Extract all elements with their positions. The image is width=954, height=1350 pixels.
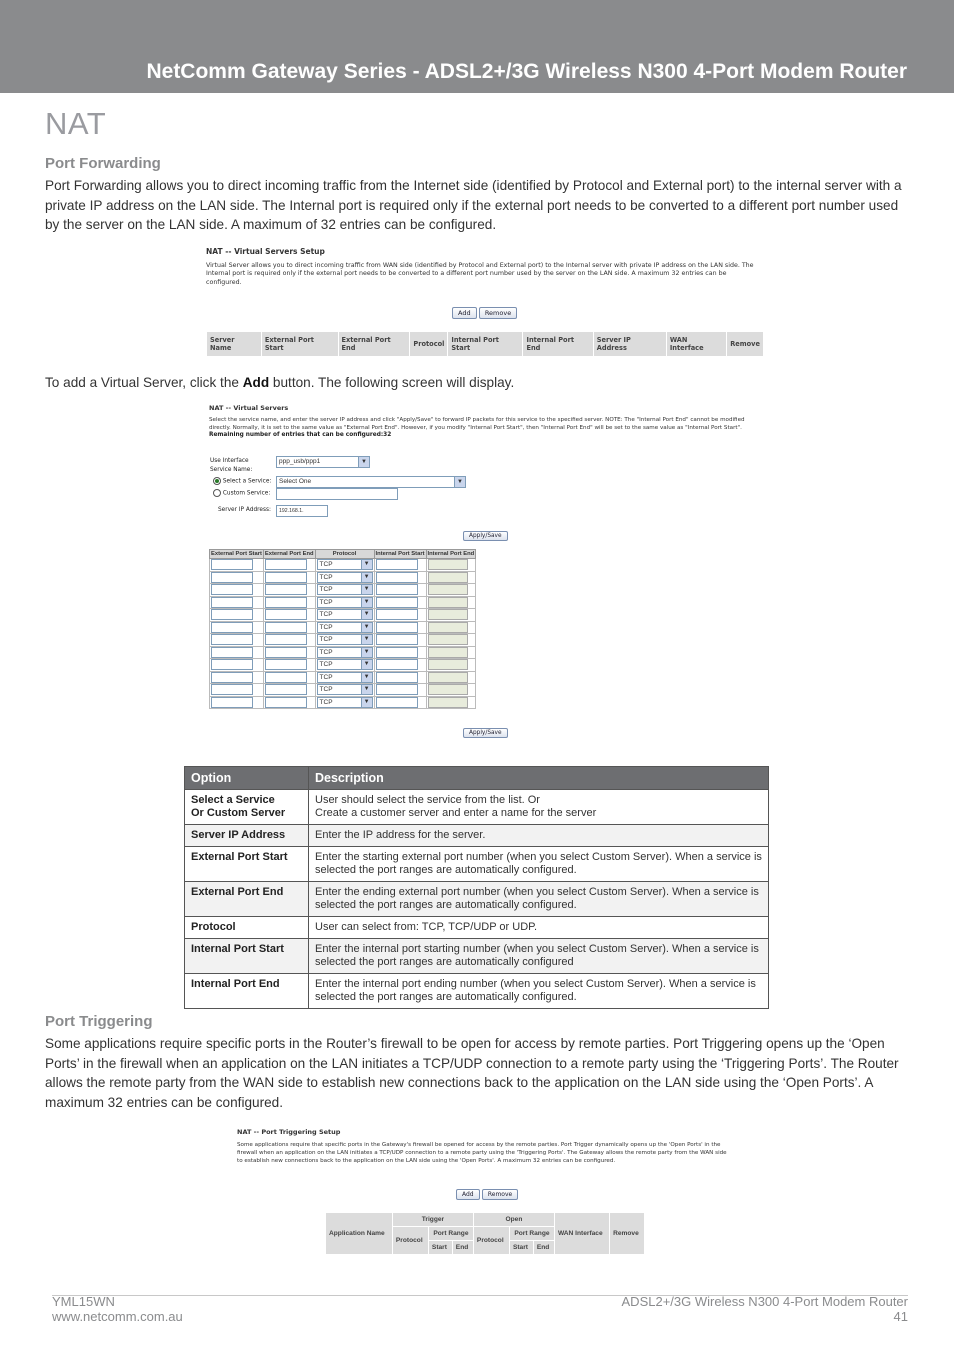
- external-port-end-input[interactable]: [265, 572, 307, 583]
- option-cell: Select a Service Or Custom Server: [185, 790, 309, 825]
- option-cell: Internal Port Start: [185, 939, 309, 974]
- add-intro: [45, 373, 907, 393]
- table-row: [210, 584, 476, 597]
- col-internal-port-start: Internal Port Start: [448, 332, 523, 357]
- pt-remove-button[interactable]: Remove: [482, 1189, 518, 1200]
- option-cell: Internal Port End: [185, 974, 309, 1009]
- chevron-down-icon: ▼: [361, 610, 372, 619]
- external-port-end-input[interactable]: [265, 647, 307, 658]
- internal-port-end-input: [428, 584, 468, 595]
- description-cell: Enter the starting external port number (when you select Custom Server). When a service is selected the port ranges are automatically configured.: [309, 847, 769, 882]
- protocol-value: TCP: [319, 573, 333, 581]
- int-start-cell: [374, 684, 426, 697]
- select-service-label: Select a Service:: [222, 478, 272, 485]
- protocol-cell: [315, 684, 374, 697]
- int-end-cell: [426, 621, 476, 634]
- chevron-down-icon: ▼: [361, 560, 372, 569]
- option-cell: External Port End: [185, 882, 309, 917]
- ext-start-cell: [210, 696, 264, 709]
- select-service-row: [213, 477, 271, 485]
- description-cell: User can select from: TCP, TCP/UDP or UDP.: [309, 917, 769, 939]
- protocol-value: TCP: [319, 586, 333, 594]
- custom-service-input[interactable]: [276, 488, 398, 500]
- pt-add-button[interactable]: Add: [456, 1189, 480, 1200]
- int-end-cell: [426, 571, 476, 584]
- protocol-value: TCP: [319, 686, 333, 694]
- external-port-start-input[interactable]: [211, 697, 253, 708]
- ext-end-cell: [263, 646, 315, 659]
- int-end-cell: [426, 696, 476, 709]
- server-ip-label: Server IP Address:: [218, 507, 271, 513]
- protocol-select[interactable]: [317, 559, 373, 570]
- int-start-cell: [374, 609, 426, 622]
- protocol-cell: [315, 584, 374, 597]
- chevron-down-icon: ▼: [361, 585, 372, 594]
- table-row: [210, 596, 476, 609]
- service-name-label: Service Name:: [210, 467, 253, 473]
- protocol-cell: [315, 571, 374, 584]
- external-port-start-input[interactable]: [211, 609, 253, 620]
- internal-port-end-input: [428, 634, 468, 645]
- ext-start-cell: [210, 634, 264, 647]
- external-port-start-input[interactable]: [211, 572, 253, 583]
- table-row: [210, 696, 476, 709]
- external-port-start-input[interactable]: [211, 672, 253, 683]
- external-port-start-input[interactable]: [211, 584, 253, 595]
- col-remove: Remove: [727, 332, 764, 357]
- ext-end-cell: [263, 671, 315, 684]
- table-row: [185, 882, 769, 917]
- internal-port-start-input[interactable]: [376, 672, 418, 683]
- protocol-select[interactable]: [317, 584, 373, 595]
- col-internal-port-end: Internal Port End: [427, 551, 475, 557]
- chevron-down-icon: ▼: [361, 573, 372, 582]
- table-row: [185, 939, 769, 974]
- external-port-start-input[interactable]: [211, 559, 253, 570]
- options-header-description: Description: [309, 767, 769, 790]
- protocol-select[interactable]: [317, 634, 373, 645]
- col-server-ip: Server IP Address: [593, 332, 666, 357]
- ext-end-cell: [263, 621, 315, 634]
- internal-port-end-input: [428, 597, 468, 608]
- protocol-value: TCP: [319, 561, 333, 569]
- ext-start-cell: [210, 609, 264, 622]
- int-end-cell: [426, 646, 476, 659]
- protocol-cell: [315, 609, 374, 622]
- port-triggering-body: Some applications require specific ports in the Router’s firewall to be open for access by remote parties. Port Triggering opens up the ‘Open Ports’ in the firewall when an application on the LAN initiates a TCP/UDP connection to a remote party using the ‘Triggering Ports’. The Router allows the remote party from the WAN side to establish new connections back to the application on the LAN side using the ‘Open Ports’. A maximum 32 entries can be configured.: [45, 1036, 899, 1110]
- protocol-value: TCP: [319, 673, 333, 681]
- protocol-cell: [315, 559, 374, 572]
- col-external-port-start: External Port Start: [211, 551, 262, 557]
- pt-setup-desc: Some applications require that specific ports in the Gateway's firewall be opened for access by the remote parties. Port Trigger dynamically opens up the 'Open Ports' in the firewall when an application on the LAN initiates a TCP/UDP connection to a remote party using the 'Triggering Ports'. The Gateway allows the remote party from the WAN side to establish new connections back to the application on the LAN side using the 'Open Ports'. A maximum 32 entries can be configured.: [237, 1142, 727, 1164]
- option-cell: External Port Start: [185, 847, 309, 882]
- internal-port-start-input[interactable]: [376, 572, 418, 583]
- pt-setup-table: [325, 1212, 645, 1255]
- custom-service-radio[interactable]: [213, 489, 221, 497]
- description-cell: Enter the internal port ending number (when you select Custom Server). When a service is selected the port ranges are automatically configured.: [309, 974, 769, 1009]
- use-interface-select[interactable]: [276, 456, 370, 468]
- chevron-down-icon: ▼: [361, 698, 372, 707]
- option-cell: Server IP Address: [185, 825, 309, 847]
- int-end-cell: [426, 596, 476, 609]
- page-title: NAT: [45, 106, 107, 141]
- col-internal-port-end: Internal Port End: [523, 332, 593, 357]
- port-triggering-title: Port Triggering: [45, 1013, 153, 1030]
- ext-start-cell: [210, 646, 264, 659]
- external-port-end-input[interactable]: [265, 684, 307, 695]
- options-table: [184, 766, 769, 1009]
- footer-product: ADSL2+/3G Wireless N300 4-Port Modem Router: [621, 1294, 908, 1309]
- protocol-cell: [315, 621, 374, 634]
- options-header-option: Option: [185, 767, 309, 790]
- protocol-select[interactable]: [317, 597, 373, 608]
- col-wan-interface: WAN Interface: [554, 1213, 609, 1255]
- internal-port-end-input: [428, 622, 468, 633]
- option-cell: Protocol: [185, 917, 309, 939]
- table-row: [210, 621, 476, 634]
- col-protocol: Protocol: [315, 550, 374, 559]
- chevron-down-icon: ▼: [361, 648, 372, 657]
- description-cell: Enter the IP address for the server.: [309, 825, 769, 847]
- vs-setup-table: [206, 331, 764, 357]
- protocol-value: TCP: [319, 611, 333, 619]
- chevron-down-icon: ▼: [361, 685, 372, 694]
- internal-port-start-input[interactable]: [376, 697, 418, 708]
- internal-port-start-input[interactable]: [376, 609, 418, 620]
- internal-port-start-input[interactable]: [376, 622, 418, 633]
- table-row: [210, 659, 476, 672]
- col-application-name: Application Name: [326, 1213, 393, 1255]
- add-intro-text: To add a Virtual Server, click the: [45, 375, 243, 390]
- vs-form-port-table: [209, 549, 476, 709]
- apply-save-top: [463, 531, 508, 541]
- vs-setup-buttons: [452, 307, 517, 319]
- select-service-dropdown[interactable]: [276, 476, 466, 488]
- table-row: [210, 609, 476, 622]
- col-trigger: Trigger: [392, 1213, 473, 1227]
- col-open-port-range: Port Range: [509, 1227, 554, 1241]
- ext-end-cell: [263, 684, 315, 697]
- int-start-cell: [374, 571, 426, 584]
- protocol-value: TCP: [319, 636, 333, 644]
- chevron-down-icon: ▼: [361, 635, 372, 644]
- ext-start-cell: [210, 596, 264, 609]
- protocol-select[interactable]: [317, 609, 373, 620]
- protocol-value: TCP: [319, 623, 333, 631]
- ext-start-cell: [210, 584, 264, 597]
- add-button[interactable]: Add: [452, 307, 477, 319]
- protocol-cell: [315, 646, 374, 659]
- add-intro-bold: Add: [242, 375, 270, 390]
- table-row: [185, 917, 769, 939]
- protocol-cell: [315, 596, 374, 609]
- internal-port-start-input[interactable]: [376, 659, 418, 670]
- int-start-cell: [374, 671, 426, 684]
- int-start-cell: [374, 621, 426, 634]
- protocol-value: TCP: [319, 698, 333, 706]
- ext-end-cell: [263, 609, 315, 622]
- external-port-end-input[interactable]: [265, 622, 307, 633]
- int-start-cell: [374, 634, 426, 647]
- table-row: [185, 790, 769, 825]
- col-protocol: Protocol: [410, 332, 448, 357]
- protocol-select[interactable]: [317, 672, 373, 683]
- footer-model: YML15WN: [52, 1294, 115, 1309]
- ext-end-cell: [263, 559, 315, 572]
- chevron-down-icon: ▼: [361, 623, 372, 632]
- select-service-radio[interactable]: [213, 477, 221, 485]
- pt-setup-title: NAT -- Port Triggering Setup: [237, 1128, 341, 1136]
- description-cell: Enter the ending external port number (when you select Custom Server). When a service is selected the port ranges are automatically configured.: [309, 882, 769, 917]
- virtual-servers-setup-screenshot: [206, 247, 766, 352]
- footer-url: www.netcomm.com.au: [52, 1309, 183, 1324]
- ext-end-cell: [263, 584, 315, 597]
- col-trigger-protocol: Protocol: [392, 1227, 428, 1255]
- table-row: [185, 974, 769, 1009]
- header-title: NetComm Gateway Series - ADSL2+/3G Wireless N300 4-Port Modem Router: [146, 60, 907, 83]
- internal-port-end-input: [428, 659, 468, 670]
- int-end-cell: [426, 584, 476, 597]
- ext-start-cell: [210, 684, 264, 697]
- chevron-down-icon: ▼: [361, 598, 372, 607]
- col-external-port-end: External Port End: [338, 332, 410, 357]
- protocol-cell: [315, 659, 374, 672]
- int-start-cell: [374, 596, 426, 609]
- col-open: Open: [473, 1213, 554, 1227]
- port-forwarding-title: Port Forwarding: [45, 155, 161, 172]
- internal-port-end-input: [428, 672, 468, 683]
- table-row: [185, 825, 769, 847]
- table-row: [210, 559, 476, 572]
- internal-port-start-input[interactable]: [376, 597, 418, 608]
- external-port-start-input[interactable]: [211, 597, 253, 608]
- apply-save-button[interactable]: Apply/Save: [463, 728, 508, 738]
- remove-button[interactable]: Remove: [479, 307, 517, 319]
- page-header: [0, 0, 954, 93]
- custom-service-label: Custom Service:: [222, 490, 271, 497]
- table-row: [210, 634, 476, 647]
- int-end-cell: [426, 659, 476, 672]
- vs-form-remaining: Remaining number of entries that can be configured:32: [209, 432, 392, 438]
- protocol-value: TCP: [319, 598, 333, 606]
- external-port-start-input[interactable]: [211, 659, 253, 670]
- int-end-cell: [426, 684, 476, 697]
- col-trigger-start: Start: [428, 1241, 452, 1255]
- int-start-cell: [374, 696, 426, 709]
- external-port-end-input[interactable]: [265, 659, 307, 670]
- protocol-select[interactable]: [317, 622, 373, 633]
- internal-port-start-input[interactable]: [376, 559, 418, 570]
- external-port-end-input[interactable]: [265, 697, 307, 708]
- internal-port-end-input: [428, 684, 468, 695]
- apply-save-bottom: [463, 728, 508, 738]
- internal-port-end-input: [428, 697, 468, 708]
- col-open-protocol: Protocol: [473, 1227, 509, 1255]
- port-triggering-setup-screenshot: [237, 1128, 737, 1198]
- ext-start-cell: [210, 621, 264, 634]
- ext-end-cell: [263, 659, 315, 672]
- ext-start-cell: [210, 659, 264, 672]
- vs-form-title: NAT -- Virtual Servers: [209, 404, 289, 412]
- external-port-end-input[interactable]: [265, 672, 307, 683]
- chevron-down-icon: ▼: [361, 660, 372, 669]
- protocol-select[interactable]: [317, 684, 373, 695]
- int-end-cell: [426, 634, 476, 647]
- port-forwarding-body: Port Forwarding allows you to direct incoming traffic from the Internet side (identified by Protocol and External port) to the internal server with a private IP address on the LAN side. The Internal port is required only if the external port needs to be converted to a different port number used by the server on the LAN side. A maximum of 32 entries can be configured.: [45, 178, 902, 232]
- ext-end-cell: [263, 696, 315, 709]
- int-start-cell: [374, 559, 426, 572]
- select-service-value: Select One: [279, 478, 312, 485]
- external-port-start-input[interactable]: [211, 622, 253, 633]
- virtual-servers-form-screenshot: [209, 404, 757, 438]
- table-row: [210, 571, 476, 584]
- table-row: [210, 671, 476, 684]
- server-ip-input[interactable]: 192.168.1.: [276, 505, 328, 517]
- internal-port-start-input[interactable]: [376, 647, 418, 658]
- description-cell: Enter the internal port starting number (when you select Custom Server). When a service is selected the port ranges are automatically configured: [309, 939, 769, 974]
- vs-setup-desc: Virtual Server allows you to direct incoming traffic from WAN side (identified by Protocol and External port) to the Internal server with private IP address on the LAN side. The Internal port is required only if the external port needs to be converted to a different port number used by the server on the LAN side. A maximum 32 entries can be configured.: [206, 262, 754, 286]
- col-trigger-port-range: Port Range: [428, 1227, 473, 1241]
- protocol-select[interactable]: [317, 647, 373, 658]
- table-row: [210, 646, 476, 659]
- vs-form-desc: Select the service name, and enter the server IP address and click "Apply/Save" to forward IP packets for this service to the specified server. NOTE: The "Internal Port End" cannot be modified directly. Normally, it is set to the same value as "External Port End". However, if you modify "Internal Port Start", then "Internal Port End" will be set to the same value as "Internal Port Start".: [209, 417, 745, 431]
- apply-save-button[interactable]: Apply/Save: [463, 531, 508, 541]
- external-port-start-input[interactable]: [211, 684, 253, 695]
- custom-service-row: [213, 489, 270, 497]
- col-open-end: End: [533, 1241, 554, 1255]
- col-server-name: Server Name: [207, 332, 262, 357]
- protocol-select[interactable]: [317, 659, 373, 670]
- description-cell: User should select the service from the list. Or Create a customer server and enter a name for the server: [309, 790, 769, 825]
- int-start-cell: [374, 659, 426, 672]
- ext-end-cell: [263, 634, 315, 647]
- internal-port-end-input: [428, 572, 468, 583]
- int-start-cell: [374, 646, 426, 659]
- vs-setup-title: NAT -- Virtual Servers Setup: [206, 247, 325, 256]
- col-open-start: Start: [509, 1241, 533, 1255]
- protocol-cell: [315, 634, 374, 647]
- ext-start-cell: [210, 559, 264, 572]
- chevron-down-icon: ▼: [361, 673, 372, 682]
- protocol-cell: [315, 696, 374, 709]
- protocol-value: TCP: [319, 661, 333, 669]
- internal-port-end-input: [428, 609, 468, 620]
- use-interface-label: Use Interface: [210, 458, 249, 464]
- internal-port-end-input: [428, 559, 468, 570]
- internal-port-start-input[interactable]: [376, 634, 418, 645]
- int-end-cell: [426, 559, 476, 572]
- external-port-end-input[interactable]: [265, 634, 307, 645]
- ext-start-cell: [210, 571, 264, 584]
- pt-setup-buttons: [456, 1189, 518, 1200]
- ext-end-cell: [263, 571, 315, 584]
- int-end-cell: [426, 671, 476, 684]
- internal-port-start-input[interactable]: [376, 584, 418, 595]
- protocol-cell: [315, 671, 374, 684]
- col-trigger-end: End: [452, 1241, 473, 1255]
- use-interface-value: ppp_usb/ppp1: [279, 458, 321, 465]
- col-remove: Remove: [610, 1213, 645, 1255]
- col-external-port-end: External Port End: [264, 551, 314, 557]
- add-intro-text-2: button. The following screen will display.: [269, 375, 515, 390]
- internal-port-start-input[interactable]: [376, 684, 418, 695]
- internal-port-end-input: [428, 647, 468, 658]
- col-wan-interface: WAN Interface: [666, 332, 726, 357]
- external-port-end-input[interactable]: [265, 584, 307, 595]
- protocol-value: TCP: [319, 648, 333, 656]
- table-row: [210, 684, 476, 697]
- chevron-down-icon: ▼: [454, 477, 465, 487]
- ext-start-cell: [210, 671, 264, 684]
- int-end-cell: [426, 609, 476, 622]
- int-start-cell: [374, 584, 426, 597]
- ext-end-cell: [263, 596, 315, 609]
- col-external-port-start: External Port Start: [261, 332, 338, 357]
- external-port-start-input[interactable]: [211, 634, 253, 645]
- protocol-select[interactable]: [317, 697, 373, 708]
- external-port-end-input[interactable]: [265, 609, 307, 620]
- footer-page-number: 41: [893, 1309, 908, 1324]
- chevron-down-icon: ▼: [358, 457, 369, 467]
- col-internal-port-start: Internal Port Start: [375, 551, 425, 557]
- external-port-end-input[interactable]: [265, 559, 307, 570]
- external-port-start-input[interactable]: [211, 647, 253, 658]
- protocol-select[interactable]: [317, 572, 373, 583]
- external-port-end-input[interactable]: [265, 597, 307, 608]
- table-row: [185, 847, 769, 882]
